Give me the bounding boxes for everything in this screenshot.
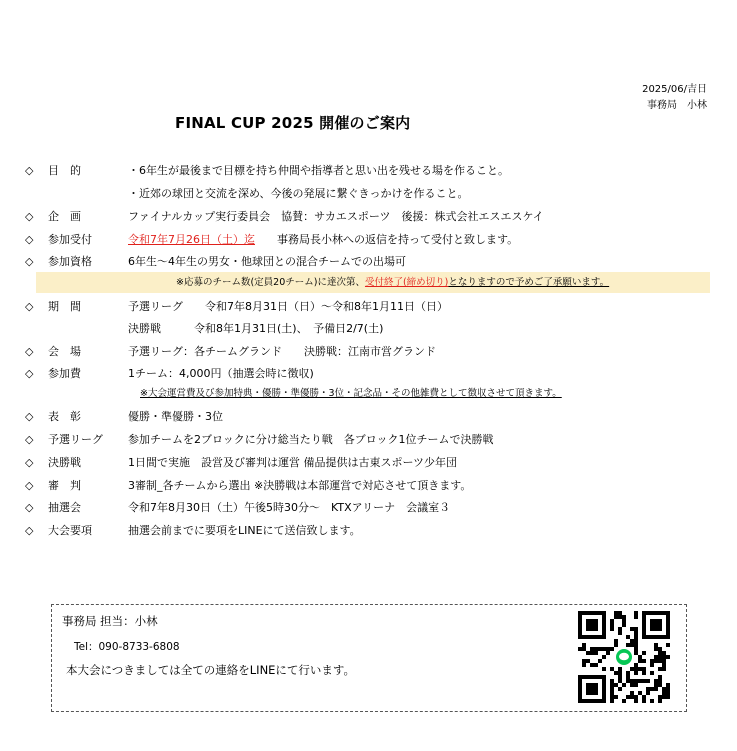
row-value: 令和7年8月30日（土）午後5時30分～ KTXアリーナ 会議室３ — [128, 501, 451, 514]
diamond-bullet: ◇ — [25, 164, 34, 177]
row-label: 参加資格 — [48, 255, 92, 268]
contact-tel: Tel：090-8733-6808 — [74, 641, 180, 653]
diamond-bullet: ◇ — [25, 300, 34, 313]
row-label: 参加受付 — [48, 233, 92, 246]
row-value: 決勝戦 令和8年1月31日(土)、 予備日2/7(土) — [128, 322, 384, 335]
row-label: 期 間 — [48, 300, 81, 313]
row-label: 目 的 — [48, 164, 81, 177]
line-qr-code-icon[interactable] — [578, 611, 670, 703]
row-value: 予選リーグ：各チームグランド 決勝戦：江南市営グランド — [128, 345, 436, 358]
diamond-bullet: ◇ — [25, 410, 34, 423]
page-title: FINAL CUP 2025 開催のご案内 — [175, 114, 411, 132]
diamond-bullet: ◇ — [25, 524, 34, 537]
row-label: 予選リーグ — [48, 433, 103, 446]
diamond-bullet: ◇ — [25, 479, 34, 492]
diamond-bullet: ◇ — [25, 433, 34, 446]
registration-text: 事務局長小林への返信を持って受付と致します。 — [255, 233, 519, 246]
row-label: 企 画 — [48, 210, 81, 223]
diamond-bullet: ◇ — [25, 501, 34, 514]
diamond-bullet: ◇ — [25, 456, 34, 469]
issue-date: 2025/06/吉日 — [642, 84, 707, 95]
diamond-bullet: ◇ — [25, 210, 34, 223]
fee-note: ※大会運営費及び参加特典・優勝・準優勝・3位・記念品・その他雑費として徴収させて頂きます。 — [140, 388, 562, 399]
office-name: 事務局 小林 — [647, 100, 707, 111]
row-value: 1チーム：4,000円（抽選会時に徴収) — [128, 367, 314, 380]
contact-message: 本大会につきましては全ての連絡をLINEにて行います。 — [66, 663, 356, 677]
row-label: 大会要項 — [48, 524, 92, 537]
contact-staff: 事務局 担当：小林 — [62, 614, 158, 628]
row-value: 6年生～4年生の男女・他球団との混合チームでの出場可 — [128, 255, 406, 268]
row-value: 参加チームを2ブロックに分け総当たり戦 各ブロック1位チームで決勝戦 — [128, 433, 494, 446]
row-value: 3審制_各チームから選出 ※決勝戦は本部運営で対応させて頂きます。 — [128, 479, 472, 492]
row-value: 1日間で実施 設営及び審判は運営 備品提供は古東スポーツ少年団 — [128, 456, 458, 469]
row-label: 表 彰 — [48, 410, 81, 423]
row-value: 予選リーグ 令和7年8月31日（日）～令和8年1月11日（日） — [128, 300, 448, 313]
row-label: 会 場 — [48, 345, 81, 358]
deadline-text: 令和7年7月26日（土）迄 — [128, 233, 255, 246]
qr-code-graphic — [578, 611, 670, 703]
capacity-note-a: ※応募のチーム数(定員20チーム)に達次第、 — [176, 277, 365, 288]
diamond-bullet: ◇ — [25, 255, 34, 268]
row-value — [128, 230, 518, 250]
row-value: 優勝・準優勝・3位 — [128, 410, 223, 423]
diamond-bullet: ◇ — [25, 345, 34, 358]
diamond-bullet: ◇ — [25, 367, 34, 380]
capacity-note-c: となりますので予めご了承願います。 — [448, 277, 610, 288]
row-label: 抽選会 — [48, 501, 81, 514]
capacity-note-b: 受付終了(締め切り) — [364, 277, 449, 288]
diamond-bullet: ◇ — [25, 233, 34, 246]
capacity-note — [176, 272, 609, 293]
row-value: ファイナルカップ実行委員会 協賛：サカエスポーツ 後援：株式会社エスエスケイ — [128, 210, 544, 223]
row-value: 抽選会前までに要項をLINEにて送信致します。 — [128, 524, 361, 537]
row-label: 参加費 — [48, 367, 81, 380]
row-value: ・6年生が最後まで目標を持ち仲間や指導者と思い出を残せる場を作ること。 — [128, 164, 509, 177]
row-label: 審 判 — [48, 479, 81, 492]
row-value: ・近郊の球団と交流を深め、今後の発展に繋ぐきっかけを作ること。 — [128, 187, 469, 200]
row-label: 決勝戦 — [48, 456, 81, 469]
